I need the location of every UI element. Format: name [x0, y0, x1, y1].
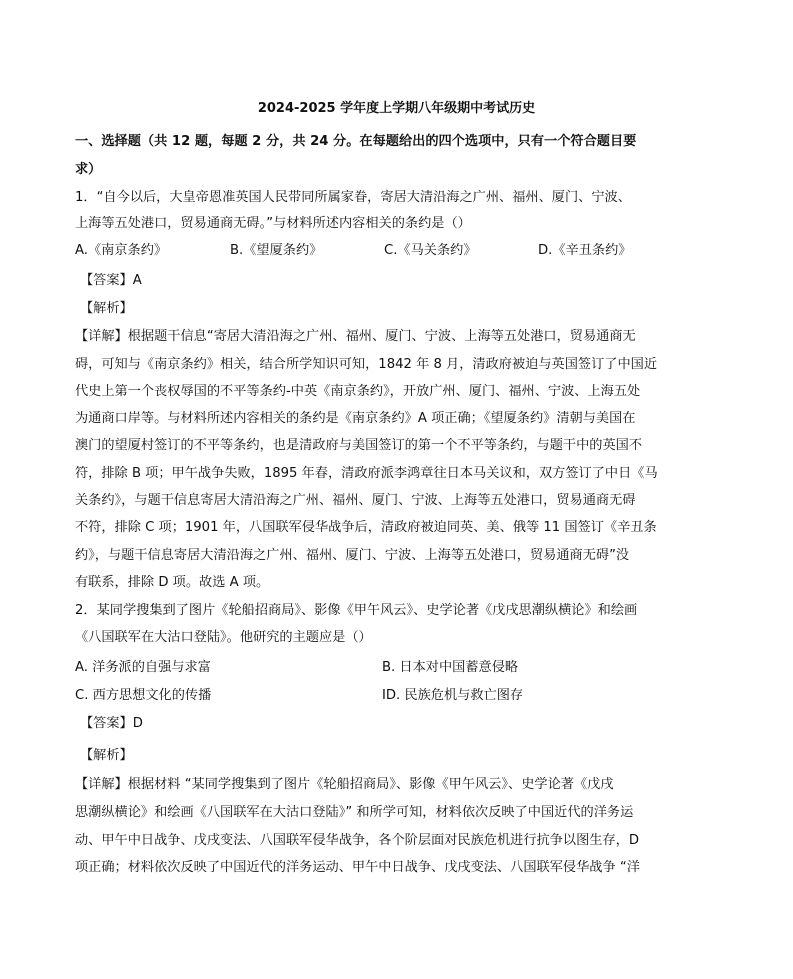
q2-option-d: ID. 民族危机与救亡图存 — [382, 688, 524, 703]
q2-option-a: A. 洋务派的自强与求富 — [75, 660, 211, 675]
q1-detail-line: 有联系，排除 D 项。故选 A 项。 — [75, 575, 270, 590]
q2-detail-line: 思潮纵横论》和绘画《八国联军在大沽口登陆》” 和所学可知，材料依次反映了中国近代的洋务运 — [75, 805, 634, 820]
q1-detail-line: 为通商口岸等。与材料所述内容相关的条约是《南京条约》A 项正确；《望厦条约》清朝与美国在 — [75, 411, 636, 426]
q2-option-c: C. 西方思想文化的传播 — [75, 688, 212, 703]
q1-answer: 【答案】A — [80, 273, 142, 288]
q1-detail-line: 关条约》，与题干信息寄居大清沿海之广州、福州、厦门、宁波、上海等五处港口，贸易通商无碍 — [75, 493, 636, 508]
q1-detail-line: 澳门的望厦村签订的不平等条约，也是清政府与美国签订的第一个不平等条约，与题干中的英国不 — [75, 438, 643, 453]
q1-detail-line: 符，排除 B 项；甲午战争失败，1895 年春，清政府派李鸿章往日本马关议和，双方签订了中日《马 — [75, 466, 658, 481]
q1-option-d: D.《辛丑条约》 — [538, 243, 632, 258]
q2-stem-line: 2．某同学搜集到了图片《轮船招商局》、影像《甲午风云》、史学论著《戊戌思潮纵横论》和绘画 — [75, 603, 638, 618]
q2-detail-line: 动、甲午中日战争、戊戌变法、八国联军侵华战争，各个阶层面对民族危机进行抗争以图生存，D — [75, 833, 640, 848]
q1-option-a: A.《南京条约》 — [75, 243, 168, 258]
q1-stem-line: 上海等五处港口，贸易通商无碍。”与材料所述内容相关的条约是（） — [75, 216, 471, 231]
section-heading-line2: 求） — [75, 162, 102, 177]
q1-detail-line: 代史上第一个丧权辱国的不平等条约-中英《南京条约》，开放广州、厦门、福州、宁波、上海五处 — [75, 384, 641, 399]
q2-stem-line: 《八国联军在大沽口登陆》。他研究的主题应是（） — [75, 630, 372, 645]
q2-analysis-label: 【解析】 — [80, 748, 133, 763]
q1-detail-line: 碍，可知与《南京条约》相关，结合所学知识可知，1842 年 8 月，清政府被迫与英国签订了中国近 — [75, 357, 658, 372]
q2-option-b: B. 日本对中国蓄意侵略 — [382, 660, 519, 675]
q2-detail-line: 【详解】根据材料 “某同学搜集到了图片《轮船招商局》、影像《甲午风云》、史学论著《戊戌 — [75, 777, 614, 792]
q1-detail-line: 不符，排除 C 项；1901 年，八国联军侵华战争后，清政府被迫同英、美、俄等 11 国签订《辛丑条 — [75, 520, 657, 535]
q1-option-c: C.《马关条约》 — [384, 243, 477, 258]
section-heading-line1: 一、选择题（共 12 题，每题 2 分，共 24 分。在每题给出的四个选项中，只有一个符合题目要 — [75, 134, 637, 149]
q1-detail-line: 【详解】根据题干信息“寄居大清沿海之广州、福州、厦门、宁波、上海等五处港口，贸易通商无 — [75, 329, 636, 344]
exam-title: 2024-2025 学年度上学期八年级期中考试历史 — [257, 101, 536, 116]
q1-detail-line: 约》，与题干信息寄居大清沿海之广州、福州、厦门、宁波、上海等五处港口，贸易通商无碍”没 — [75, 548, 630, 563]
q1-stem-line: 1．“自今以后，大皇帝恩准英国人民带同所属家眷，寄居大清沿海之广州、福州、厦门、宁波、 — [75, 190, 631, 205]
q1-option-b: B.《望厦条约》 — [230, 243, 323, 258]
q2-answer: 【答案】D — [80, 716, 143, 731]
q2-detail-line: 项正确；材料依次反映了中国近代的洋务运动、甲午中日战争、戊戌变法、八国联军侵华战争 “洋 — [75, 860, 640, 875]
q1-analysis-label: 【解析】 — [80, 301, 133, 316]
